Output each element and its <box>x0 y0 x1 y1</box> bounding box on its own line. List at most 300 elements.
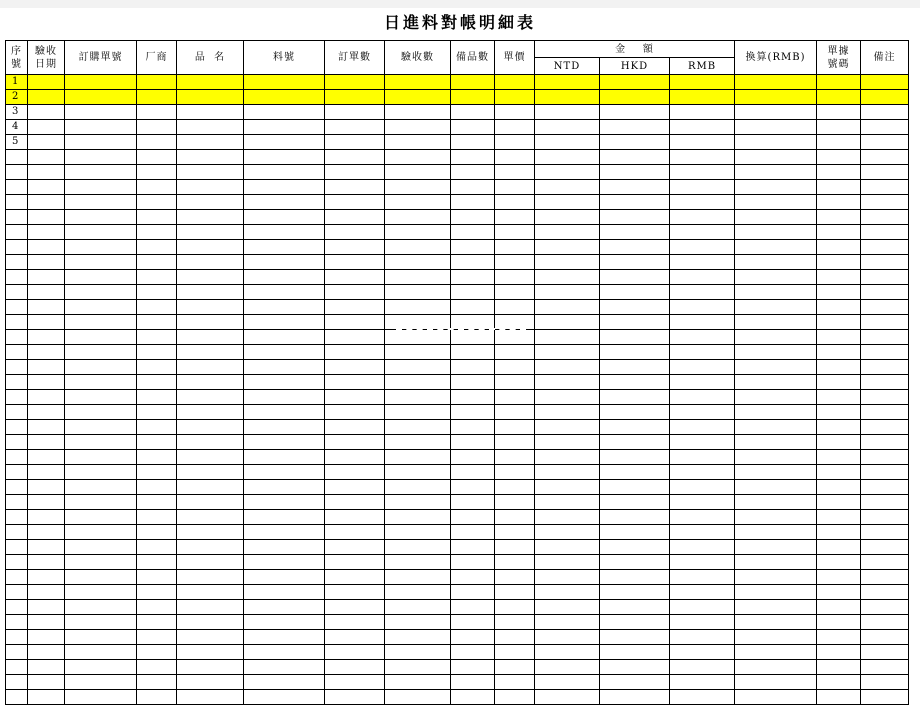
table-cell[interactable] <box>325 210 385 225</box>
table-cell[interactable] <box>65 390 137 405</box>
table-cell[interactable] <box>670 570 735 585</box>
table-cell[interactable] <box>137 660 177 675</box>
table-cell[interactable] <box>735 300 817 315</box>
table-cell[interactable] <box>861 75 909 90</box>
table-cell[interactable] <box>177 525 244 540</box>
table-cell[interactable] <box>177 315 244 330</box>
table-cell[interactable] <box>817 690 861 705</box>
table-cell[interactable] <box>861 525 909 540</box>
table-cell[interactable] <box>535 675 600 690</box>
table-cell[interactable] <box>451 270 495 285</box>
table-cell[interactable] <box>495 465 535 480</box>
table-cell[interactable] <box>28 510 65 525</box>
table-cell[interactable] <box>451 480 495 495</box>
table-cell[interactable] <box>817 555 861 570</box>
table-cell[interactable] <box>670 75 735 90</box>
table-cell[interactable] <box>735 195 817 210</box>
table-cell[interactable] <box>735 285 817 300</box>
table-cell[interactable] <box>817 510 861 525</box>
table-cell[interactable] <box>861 465 909 480</box>
table-cell[interactable] <box>137 495 177 510</box>
table-cell[interactable] <box>535 615 600 630</box>
table-cell[interactable] <box>177 90 244 105</box>
table-cell[interactable] <box>735 105 817 120</box>
table-cell[interactable] <box>735 450 817 465</box>
table-cell[interactable] <box>325 330 385 345</box>
table-cell[interactable] <box>600 255 670 270</box>
table-cell[interactable] <box>28 285 65 300</box>
table-cell[interactable] <box>451 120 495 135</box>
table-cell[interactable] <box>735 465 817 480</box>
table-cell[interactable] <box>495 645 535 660</box>
table-cell[interactable] <box>861 420 909 435</box>
table-cell[interactable] <box>535 240 600 255</box>
table-cell[interactable] <box>451 555 495 570</box>
table-cell[interactable] <box>177 180 244 195</box>
table-cell[interactable] <box>817 345 861 360</box>
table-cell[interactable] <box>65 120 137 135</box>
table-cell[interactable] <box>670 120 735 135</box>
table-cell[interactable] <box>137 90 177 105</box>
row-seq-cell[interactable] <box>6 255 28 270</box>
table-cell[interactable] <box>861 435 909 450</box>
table-cell[interactable] <box>385 420 451 435</box>
table-cell[interactable] <box>495 540 535 555</box>
table-cell[interactable] <box>325 435 385 450</box>
table-cell[interactable] <box>28 585 65 600</box>
table-cell[interactable] <box>451 570 495 585</box>
row-seq-cell[interactable]: 3 <box>6 105 28 120</box>
table-cell[interactable] <box>177 645 244 660</box>
table-cell[interactable] <box>137 135 177 150</box>
table-cell[interactable] <box>325 300 385 315</box>
table-cell[interactable] <box>495 675 535 690</box>
table-cell[interactable] <box>385 450 451 465</box>
table-cell[interactable] <box>817 645 861 660</box>
table-cell[interactable] <box>817 630 861 645</box>
table-cell[interactable] <box>451 615 495 630</box>
table-cell[interactable] <box>451 375 495 390</box>
table-cell[interactable] <box>325 120 385 135</box>
table-cell[interactable] <box>244 270 325 285</box>
table-cell[interactable] <box>495 90 535 105</box>
table-cell[interactable] <box>670 540 735 555</box>
table-cell[interactable] <box>244 585 325 600</box>
table-cell[interactable] <box>670 510 735 525</box>
table-cell[interactable] <box>137 510 177 525</box>
table-cell[interactable] <box>535 135 600 150</box>
table-cell[interactable] <box>244 525 325 540</box>
table-cell[interactable] <box>535 120 600 135</box>
table-cell[interactable] <box>65 690 137 705</box>
table-cell[interactable] <box>385 90 451 105</box>
table-cell[interactable] <box>495 495 535 510</box>
table-cell[interactable] <box>385 360 451 375</box>
table-cell[interactable] <box>244 90 325 105</box>
table-cell[interactable] <box>137 105 177 120</box>
table-cell[interactable] <box>817 75 861 90</box>
table-cell[interactable] <box>495 435 535 450</box>
table-cell[interactable] <box>65 435 137 450</box>
table-cell[interactable] <box>65 135 137 150</box>
table-cell[interactable] <box>451 525 495 540</box>
table-cell[interactable] <box>137 390 177 405</box>
table-cell[interactable] <box>817 405 861 420</box>
table-cell[interactable] <box>65 345 137 360</box>
table-cell[interactable] <box>735 570 817 585</box>
table-cell[interactable] <box>451 600 495 615</box>
table-cell[interactable] <box>28 270 65 285</box>
table-cell[interactable] <box>177 195 244 210</box>
table-cell[interactable] <box>28 480 65 495</box>
table-cell[interactable] <box>325 255 385 270</box>
table-cell[interactable] <box>65 105 137 120</box>
table-cell[interactable] <box>137 525 177 540</box>
table-cell[interactable] <box>65 450 137 465</box>
table-cell[interactable] <box>385 210 451 225</box>
table-cell[interactable] <box>325 345 385 360</box>
table-cell[interactable] <box>535 585 600 600</box>
table-cell[interactable] <box>28 390 65 405</box>
table-cell[interactable] <box>325 480 385 495</box>
table-cell[interactable] <box>325 105 385 120</box>
table-cell[interactable] <box>65 645 137 660</box>
table-cell[interactable] <box>28 330 65 345</box>
table-cell[interactable] <box>670 405 735 420</box>
table-cell[interactable] <box>65 630 137 645</box>
table-cell[interactable] <box>65 225 137 240</box>
table-cell[interactable] <box>28 465 65 480</box>
table-cell[interactable] <box>177 150 244 165</box>
table-cell[interactable] <box>670 225 735 240</box>
table-cell[interactable] <box>177 345 244 360</box>
table-cell[interactable] <box>385 75 451 90</box>
table-cell[interactable] <box>495 105 535 120</box>
table-cell[interactable] <box>385 375 451 390</box>
table-cell[interactable] <box>385 120 451 135</box>
table-cell[interactable] <box>600 210 670 225</box>
table-cell[interactable] <box>244 240 325 255</box>
table-cell[interactable] <box>177 615 244 630</box>
table-cell[interactable] <box>65 240 137 255</box>
table-cell[interactable] <box>177 420 244 435</box>
table-cell[interactable] <box>28 210 65 225</box>
table-cell[interactable] <box>817 195 861 210</box>
table-cell[interactable] <box>735 315 817 330</box>
table-cell[interactable] <box>244 360 325 375</box>
table-cell[interactable] <box>65 555 137 570</box>
table-cell[interactable] <box>325 225 385 240</box>
table-cell[interactable] <box>137 585 177 600</box>
table-cell[interactable] <box>670 660 735 675</box>
table-cell[interactable] <box>177 165 244 180</box>
table-cell[interactable] <box>385 660 451 675</box>
row-seq-cell[interactable] <box>6 675 28 690</box>
table-cell[interactable] <box>817 570 861 585</box>
table-cell[interactable] <box>817 435 861 450</box>
table-cell[interactable] <box>670 180 735 195</box>
table-cell[interactable] <box>735 480 817 495</box>
table-cell[interactable] <box>535 555 600 570</box>
table-cell[interactable] <box>451 585 495 600</box>
table-cell[interactable] <box>385 555 451 570</box>
table-cell[interactable] <box>137 210 177 225</box>
table-cell[interactable] <box>65 465 137 480</box>
table-cell[interactable] <box>817 90 861 105</box>
table-cell[interactable] <box>535 405 600 420</box>
table-cell[interactable] <box>28 375 65 390</box>
table-cell[interactable] <box>65 660 137 675</box>
table-cell[interactable] <box>535 435 600 450</box>
table-cell[interactable] <box>177 375 244 390</box>
table-cell[interactable] <box>325 195 385 210</box>
table-cell[interactable] <box>177 210 244 225</box>
table-cell[interactable] <box>244 180 325 195</box>
row-seq-cell[interactable] <box>6 315 28 330</box>
table-cell[interactable] <box>817 465 861 480</box>
table-cell[interactable] <box>495 195 535 210</box>
table-cell[interactable] <box>817 225 861 240</box>
table-cell[interactable] <box>600 360 670 375</box>
table-cell[interactable] <box>535 195 600 210</box>
table-cell[interactable] <box>28 660 65 675</box>
table-cell[interactable] <box>495 390 535 405</box>
table-cell[interactable] <box>28 150 65 165</box>
table-cell[interactable] <box>735 660 817 675</box>
row-seq-cell[interactable] <box>6 555 28 570</box>
row-seq-cell[interactable] <box>6 420 28 435</box>
table-cell[interactable] <box>325 240 385 255</box>
table-cell[interactable] <box>65 360 137 375</box>
table-cell[interactable] <box>670 270 735 285</box>
table-cell[interactable] <box>600 315 670 330</box>
table-cell[interactable] <box>177 105 244 120</box>
table-cell[interactable] <box>817 210 861 225</box>
table-cell[interactable] <box>65 540 137 555</box>
table-cell[interactable] <box>244 615 325 630</box>
table-cell[interactable] <box>735 135 817 150</box>
table-cell[interactable] <box>535 525 600 540</box>
table-cell[interactable] <box>861 270 909 285</box>
table-cell[interactable] <box>861 660 909 675</box>
table-cell[interactable] <box>385 405 451 420</box>
table-cell[interactable] <box>244 465 325 480</box>
table-cell[interactable] <box>600 240 670 255</box>
table-cell[interactable] <box>861 105 909 120</box>
table-cell[interactable] <box>861 300 909 315</box>
table-cell[interactable] <box>385 480 451 495</box>
table-cell[interactable] <box>451 630 495 645</box>
table-cell[interactable] <box>495 255 535 270</box>
table-cell[interactable] <box>385 675 451 690</box>
table-cell[interactable] <box>535 225 600 240</box>
table-cell[interactable] <box>535 480 600 495</box>
table-cell[interactable] <box>600 90 670 105</box>
table-cell[interactable] <box>385 600 451 615</box>
table-cell[interactable] <box>735 600 817 615</box>
table-cell[interactable] <box>137 435 177 450</box>
table-cell[interactable] <box>28 180 65 195</box>
table-cell[interactable] <box>385 390 451 405</box>
table-cell[interactable] <box>600 330 670 345</box>
table-cell[interactable] <box>325 525 385 540</box>
table-cell[interactable] <box>65 270 137 285</box>
table-cell[interactable] <box>451 105 495 120</box>
table-cell[interactable] <box>535 570 600 585</box>
table-cell[interactable] <box>670 675 735 690</box>
table-cell[interactable] <box>325 135 385 150</box>
row-seq-cell[interactable] <box>6 345 28 360</box>
table-cell[interactable] <box>325 570 385 585</box>
table-cell[interactable] <box>28 450 65 465</box>
row-seq-cell[interactable] <box>6 585 28 600</box>
table-cell[interactable] <box>670 390 735 405</box>
table-cell[interactable] <box>385 150 451 165</box>
table-cell[interactable] <box>495 225 535 240</box>
table-cell[interactable] <box>451 225 495 240</box>
table-cell[interactable] <box>244 75 325 90</box>
table-cell[interactable] <box>495 420 535 435</box>
row-seq-cell[interactable] <box>6 330 28 345</box>
table-cell[interactable] <box>670 195 735 210</box>
table-cell[interactable] <box>600 525 670 540</box>
table-cell[interactable] <box>137 180 177 195</box>
table-cell[interactable] <box>495 405 535 420</box>
table-cell[interactable] <box>385 570 451 585</box>
table-cell[interactable] <box>861 285 909 300</box>
row-seq-cell[interactable] <box>6 225 28 240</box>
table-cell[interactable] <box>137 195 177 210</box>
table-cell[interactable] <box>65 510 137 525</box>
table-cell[interactable] <box>385 510 451 525</box>
table-cell[interactable] <box>495 615 535 630</box>
table-cell[interactable] <box>670 600 735 615</box>
table-cell[interactable] <box>244 570 325 585</box>
table-cell[interactable] <box>137 300 177 315</box>
row-seq-cell[interactable] <box>6 285 28 300</box>
table-cell[interactable] <box>385 615 451 630</box>
table-cell[interactable] <box>325 600 385 615</box>
table-cell[interactable] <box>670 495 735 510</box>
table-cell[interactable] <box>735 120 817 135</box>
table-cell[interactable] <box>325 555 385 570</box>
table-cell[interactable] <box>177 480 244 495</box>
table-cell[interactable] <box>177 240 244 255</box>
table-cell[interactable] <box>495 210 535 225</box>
table-cell[interactable] <box>385 630 451 645</box>
table-cell[interactable] <box>735 330 817 345</box>
row-seq-cell[interactable] <box>6 690 28 705</box>
table-cell[interactable] <box>177 600 244 615</box>
table-cell[interactable] <box>325 165 385 180</box>
row-seq-cell[interactable] <box>6 195 28 210</box>
table-cell[interactable] <box>325 585 385 600</box>
table-cell[interactable] <box>861 555 909 570</box>
table-cell[interactable] <box>861 480 909 495</box>
row-seq-cell[interactable]: 2 <box>6 90 28 105</box>
table-cell[interactable] <box>861 225 909 240</box>
table-cell[interactable] <box>535 165 600 180</box>
table-cell[interactable] <box>385 585 451 600</box>
table-cell[interactable] <box>325 360 385 375</box>
table-cell[interactable] <box>535 150 600 165</box>
table-cell[interactable] <box>177 555 244 570</box>
table-cell[interactable] <box>137 465 177 480</box>
table-cell[interactable] <box>735 255 817 270</box>
table-cell[interactable] <box>861 390 909 405</box>
table-cell[interactable] <box>385 495 451 510</box>
table-cell[interactable] <box>861 495 909 510</box>
table-cell[interactable] <box>861 360 909 375</box>
table-cell[interactable] <box>325 465 385 480</box>
table-cell[interactable] <box>451 195 495 210</box>
table-cell[interactable] <box>385 435 451 450</box>
table-cell[interactable] <box>670 525 735 540</box>
table-cell[interactable] <box>670 105 735 120</box>
table-cell[interactable] <box>244 510 325 525</box>
table-cell[interactable] <box>495 555 535 570</box>
row-seq-cell[interactable] <box>6 540 28 555</box>
table-cell[interactable] <box>325 675 385 690</box>
table-cell[interactable] <box>495 660 535 675</box>
table-cell[interactable] <box>670 315 735 330</box>
table-cell[interactable] <box>495 180 535 195</box>
row-seq-cell[interactable] <box>6 405 28 420</box>
table-cell[interactable] <box>244 150 325 165</box>
table-cell[interactable] <box>385 105 451 120</box>
table-cell[interactable] <box>495 585 535 600</box>
table-cell[interactable] <box>535 390 600 405</box>
table-cell[interactable] <box>861 405 909 420</box>
table-cell[interactable] <box>65 615 137 630</box>
table-cell[interactable] <box>600 540 670 555</box>
table-cell[interactable] <box>177 690 244 705</box>
table-cell[interactable] <box>735 675 817 690</box>
table-cell[interactable] <box>817 360 861 375</box>
table-cell[interactable] <box>244 540 325 555</box>
table-cell[interactable] <box>451 240 495 255</box>
table-cell[interactable] <box>861 570 909 585</box>
table-cell[interactable] <box>861 210 909 225</box>
table-cell[interactable] <box>735 495 817 510</box>
table-cell[interactable] <box>861 675 909 690</box>
table-cell[interactable] <box>28 225 65 240</box>
table-cell[interactable] <box>600 105 670 120</box>
table-cell[interactable] <box>325 390 385 405</box>
table-cell[interactable] <box>65 75 137 90</box>
table-cell[interactable] <box>600 180 670 195</box>
table-cell[interactable] <box>137 690 177 705</box>
table-cell[interactable] <box>137 75 177 90</box>
table-cell[interactable] <box>244 315 325 330</box>
table-cell[interactable] <box>137 285 177 300</box>
row-seq-cell[interactable] <box>6 570 28 585</box>
table-cell[interactable] <box>535 660 600 675</box>
table-cell[interactable] <box>177 630 244 645</box>
table-cell[interactable] <box>735 390 817 405</box>
table-cell[interactable] <box>817 390 861 405</box>
table-cell[interactable] <box>137 555 177 570</box>
table-cell[interactable] <box>137 675 177 690</box>
table-cell[interactable] <box>535 465 600 480</box>
table-cell[interactable] <box>495 525 535 540</box>
row-seq-cell[interactable] <box>6 495 28 510</box>
table-cell[interactable] <box>817 615 861 630</box>
table-cell[interactable] <box>861 135 909 150</box>
table-cell[interactable] <box>244 345 325 360</box>
row-seq-cell[interactable] <box>6 270 28 285</box>
table-cell[interactable] <box>451 300 495 315</box>
